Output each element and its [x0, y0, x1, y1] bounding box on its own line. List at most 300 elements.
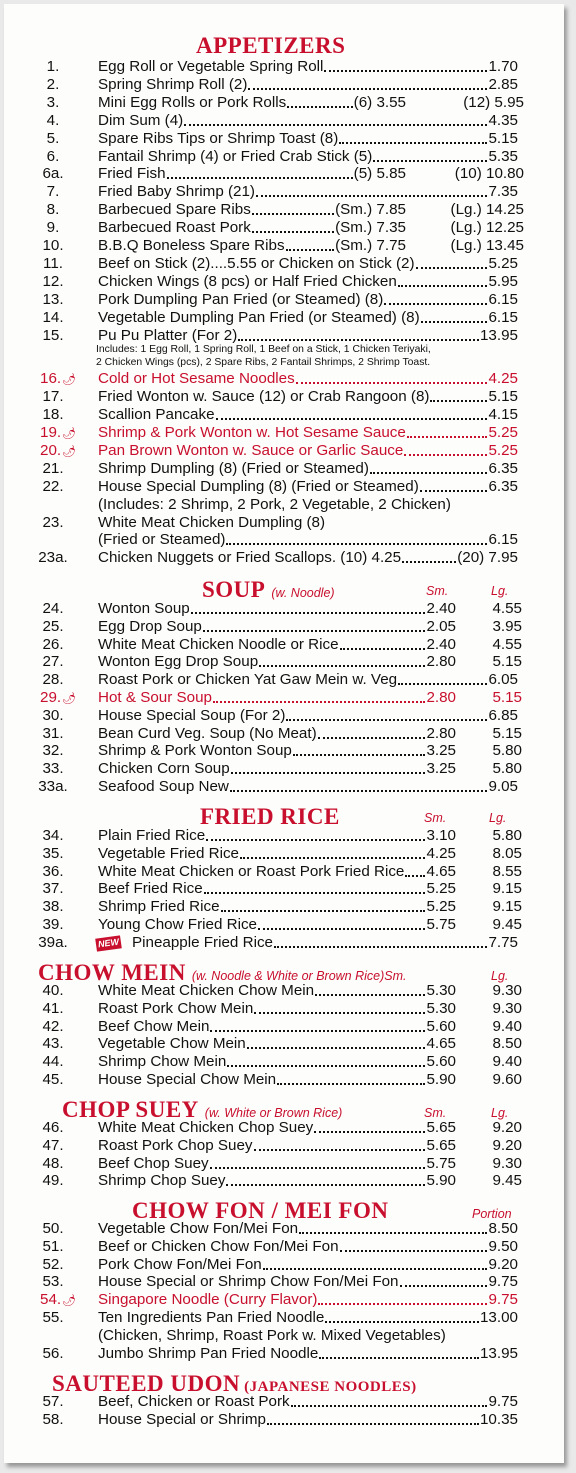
dot-leader — [398, 683, 487, 685]
item-name: Spring Shrimp Roll (2) — [98, 76, 248, 93]
price-small: 5.30 — [426, 1000, 456, 1017]
price-large: 5.15 — [492, 689, 522, 706]
price-large: 9.20 — [492, 1119, 522, 1136]
item-name: Shrimp Fried Rice — [98, 898, 220, 915]
menu-item-row — [4, 1119, 564, 1137]
dot-leader — [318, 737, 426, 739]
item-price-large: (Lg.) 12.25 — [450, 219, 524, 236]
dot-leader — [339, 142, 487, 144]
item-name: Pork Dumpling Pan Fried (or Steamed) (8) — [98, 291, 384, 308]
item-price: (Sm.) 7.85 — [335, 201, 406, 218]
item-number: 18. — [42, 406, 64, 423]
item-name: Chicken Nuggets or Fried Scallops. (10) 4.25 — [98, 549, 402, 566]
item-name: Cold or Hot Sesame Noodles — [98, 370, 295, 387]
item-name: House Special or Shrimp — [98, 1411, 266, 1428]
item-name: Fantail Shrimp (4) or Fried Crab Stick (5) — [98, 148, 373, 165]
item-name: House Special Dumpling (8) (Fried or Steamed) — [98, 478, 419, 495]
item-name: Singapore Noodle (Curry Flavor) — [98, 1291, 318, 1308]
dot-leader — [299, 1232, 487, 1234]
item-line — [98, 406, 518, 424]
dot-leader — [373, 160, 487, 162]
col-header-large: Lg. — [491, 969, 509, 983]
item-price: 4.15 — [488, 406, 518, 423]
item-name: Egg Drop Soup — [98, 618, 202, 635]
item-name: (Chicken, Shrimp, Roast Pork w. Mixed Vegetables) — [98, 1327, 446, 1344]
item-line — [98, 496, 451, 514]
item-number: 39. — [42, 916, 64, 933]
item-number: 45. — [42, 1071, 64, 1088]
item-name: Barbecued Spare Ribs — [98, 201, 251, 218]
item-name: Jumbo Shrimp Pan Fried Noodle — [98, 1345, 319, 1362]
item-name: Vegetable Chow Fon/Mei Fon — [98, 1220, 299, 1237]
item-name: Fried Fish — [98, 165, 166, 182]
item-line — [98, 255, 518, 273]
dot-leader — [400, 1285, 488, 1287]
dot-leader — [206, 839, 425, 841]
item-number: 49. — [42, 1172, 64, 1189]
item-name: Plain Fried Rice — [98, 827, 206, 844]
dot-leader — [405, 875, 425, 877]
item-line — [98, 1035, 456, 1053]
price-small: 4.65 — [426, 863, 456, 880]
item-price: 1.70 — [488, 58, 518, 75]
item-number: 48. — [42, 1155, 64, 1172]
item-line — [98, 219, 406, 237]
item-price: 9.75 — [488, 1393, 518, 1410]
item-line — [98, 514, 325, 532]
dot-leader — [259, 665, 425, 667]
dot-leader — [191, 612, 426, 614]
col-header-large: Lg. — [491, 1106, 509, 1120]
item-number: 42. — [42, 1018, 64, 1035]
col-header-large: Lg. — [491, 584, 509, 598]
item-line — [98, 671, 518, 689]
price-large: 4.55 — [492, 636, 522, 653]
item-price: 10.35 — [479, 1411, 518, 1428]
menu-item-row — [4, 237, 564, 255]
item-price: 6.15 — [488, 309, 518, 326]
item-price: (6) 3.55 — [353, 94, 406, 111]
item-number: 58. — [42, 1411, 64, 1428]
item-price: 9.75 — [488, 1273, 518, 1290]
menu-item-row — [4, 514, 564, 532]
price-large: 5.80 — [492, 760, 522, 777]
price-large: 5.15 — [492, 653, 522, 670]
item-number: 19.🌶 — [40, 424, 77, 441]
dot-leader — [227, 1065, 425, 1067]
dot-leader — [398, 285, 488, 287]
item-number: 17. — [42, 388, 64, 405]
dot-leader — [230, 790, 488, 792]
menu-item-row — [4, 94, 564, 112]
menu-item-row — [4, 982, 564, 1000]
item-number: 41. — [42, 1000, 64, 1017]
menu-item-row — [4, 1345, 564, 1363]
item-name: Shrimp & Pork Wonton w. Hot Sesame Sauce — [98, 424, 406, 441]
item-line — [98, 1119, 456, 1137]
new-badge: NEW — [95, 935, 122, 951]
dot-leader — [287, 106, 352, 108]
item-number: 40. — [42, 982, 64, 999]
price-large: 9.60 — [492, 1071, 522, 1088]
item-line — [98, 742, 456, 760]
item-price-large: (12) 5.95 — [463, 94, 524, 111]
item-line — [98, 1071, 456, 1089]
menu-item-row — [4, 618, 564, 636]
price-small: 5.60 — [426, 1053, 456, 1070]
item-line — [98, 424, 518, 442]
menu-item-row — [4, 725, 564, 743]
price-small: 3.25 — [426, 742, 456, 759]
price-large: 8.05 — [492, 845, 522, 862]
dot-leader — [252, 213, 334, 215]
price-small: 5.75 — [426, 916, 456, 933]
price-small: 4.25 — [426, 845, 456, 862]
item-name: Chicken Wings (8 pcs) or Half Fried Chicken — [98, 273, 397, 290]
dot-leader — [277, 1083, 425, 1085]
price-small: 3.25 — [426, 760, 456, 777]
item-number: 3. — [46, 94, 60, 111]
item-price: 9.20 — [488, 1256, 518, 1273]
item-line — [98, 388, 518, 406]
col-header-small: Sm. — [426, 584, 449, 598]
dot-leader — [216, 418, 488, 420]
menu-item-row — [4, 845, 564, 863]
section-title-chow-mein: CHOW MEIN (w. Noodle & White or Brown Rice)Sm. — [38, 960, 407, 985]
price-small: 5.75 — [426, 1155, 456, 1172]
item-price: 5.95 — [488, 273, 518, 290]
price-large: 9.40 — [492, 1018, 522, 1035]
menu-item-row — [4, 778, 564, 796]
item-name: Fried Wonton w. Sauce (12) or Crab Rangoon (8) — [98, 388, 430, 405]
menu-item-row — [4, 549, 564, 567]
item-price: (Sm.) 7.75 — [335, 237, 406, 254]
item-number: 15. — [42, 327, 64, 344]
item-line — [98, 1137, 456, 1155]
section-title-appetizers: APPETIZERS — [196, 33, 346, 58]
item-line — [98, 778, 518, 796]
item-number: 27. — [42, 653, 64, 670]
item-price: 4.35 — [488, 112, 518, 129]
item-name: White Meat Chicken Noodle or Rice — [98, 636, 339, 653]
item-name: House Special or Shrimp Chow Fon/Mei Fon — [98, 1273, 399, 1290]
item-line — [98, 863, 456, 881]
menu-item-row — [4, 1309, 564, 1327]
item-line — [98, 1053, 456, 1071]
item-number: 56. — [42, 1345, 64, 1362]
col-header-small: Sm. — [424, 1106, 447, 1120]
menu-item-row — [4, 460, 564, 478]
dot-leader — [226, 543, 487, 545]
menu-item-row — [4, 1155, 564, 1173]
item-name: Beef on Stick (2)....5.55 or Chicken on Stick (2) — [98, 255, 415, 272]
pu-pu-includes-line-2: 2 Chicken Wings (pcs), 2 Spare Ribs, 2 Fantail Shrimps, 2 Shrimp Toast. — [96, 357, 431, 368]
price-small: 2.05 — [426, 618, 456, 635]
item-line — [98, 273, 518, 291]
item-name: B.B.Q Boneless Spare Ribs — [98, 237, 285, 254]
item-number: 37. — [42, 880, 64, 897]
menu-item-row — [4, 165, 564, 183]
price-large: 4.55 — [492, 600, 522, 617]
item-line — [98, 1155, 456, 1173]
dot-leader — [402, 561, 456, 563]
item-line — [98, 76, 518, 94]
menu-item-row — [4, 291, 564, 309]
item-number: 22. — [42, 478, 64, 495]
item-name: Pineapple Fried Rice — [132, 934, 273, 951]
item-number: 35. — [42, 845, 64, 862]
dot-leader — [296, 382, 488, 384]
section-title-chop-suey: CHOP SUEY (w. White or Brown Rice) — [62, 1097, 343, 1122]
menu-item-row — [4, 1000, 564, 1018]
item-name: Barbecued Roast Pork — [98, 219, 251, 236]
price-small: 5.90 — [426, 1172, 456, 1189]
dot-leader — [263, 1268, 488, 1270]
item-price: 5.25 — [488, 442, 518, 459]
menu-item-row — [4, 219, 564, 237]
section-title-soup: SOUP (w. Noodle) — [202, 577, 335, 602]
item-number: 16.🌶 — [40, 370, 77, 387]
item-number: 6a. — [42, 165, 64, 182]
item-line — [98, 689, 456, 707]
price-small: 5.60 — [426, 1018, 456, 1035]
price-large: 7.75 — [488, 934, 518, 951]
item-line — [98, 531, 518, 549]
item-line — [98, 982, 456, 1000]
menu-item-row — [4, 531, 564, 549]
dot-leader — [384, 303, 487, 305]
menu-item-row — [4, 370, 564, 388]
item-line — [98, 845, 456, 863]
menu-item-row — [4, 148, 564, 166]
dot-leader — [247, 1047, 426, 1049]
menu-item-row — [4, 653, 564, 671]
item-number: 44. — [42, 1053, 64, 1070]
price-large: 6.05 — [488, 671, 518, 688]
item-number: 50. — [42, 1220, 64, 1237]
item-line — [98, 898, 456, 916]
item-number: 43. — [42, 1035, 64, 1052]
dot-leader — [286, 719, 487, 721]
item-price: 6.35 — [488, 460, 518, 477]
menu-item-row — [4, 273, 564, 291]
item-price: (Sm.) 7.35 — [335, 219, 406, 236]
dot-leader — [258, 928, 425, 930]
dot-leader — [213, 701, 425, 703]
item-number: 52. — [42, 1256, 64, 1273]
item-number: 4. — [46, 112, 60, 129]
item-name: Shrimp Chow Mein — [98, 1053, 227, 1070]
menu-item-row — [4, 742, 564, 760]
price-large: 5.15 — [492, 725, 522, 742]
item-name: Hot & Sour Soup — [98, 689, 212, 706]
item-number: 34. — [42, 827, 64, 844]
item-name: White Meat Chicken or Roast Pork Fried Rice — [98, 863, 405, 880]
item-line — [98, 183, 518, 201]
item-number: 57. — [42, 1393, 64, 1410]
item-line — [98, 237, 406, 255]
item-number: 2. — [46, 76, 60, 93]
dot-leader — [238, 339, 479, 341]
price-small: 2.40 — [426, 600, 456, 617]
item-number: 55. — [42, 1309, 64, 1326]
item-number: 38. — [42, 898, 64, 915]
item-name: Vegetable Fried Rice — [98, 845, 239, 862]
item-number: 32. — [42, 742, 64, 759]
dot-leader — [324, 70, 487, 72]
pepper-icon: 🌶 — [62, 374, 77, 386]
menu-item-row — [4, 58, 564, 76]
item-line — [98, 1273, 518, 1291]
menu-item-row — [4, 496, 564, 514]
item-line — [98, 370, 518, 388]
item-price: 5.25 — [488, 424, 518, 441]
price-large: 5.80 — [492, 827, 522, 844]
price-small: 5.30 — [426, 982, 456, 999]
item-number: 51. — [42, 1238, 64, 1255]
item-line — [98, 442, 518, 460]
item-number: 11. — [43, 255, 63, 272]
dot-leader — [286, 249, 335, 251]
price-large: 9.20 — [492, 1137, 522, 1154]
dot-leader — [314, 1131, 425, 1133]
item-line — [98, 1256, 518, 1274]
item-name: Beef Chop Suey — [98, 1155, 209, 1172]
menu-item-row — [4, 1291, 564, 1309]
item-line — [98, 112, 518, 130]
item-price: 8.50 — [488, 1220, 518, 1237]
item-name: Bean Curd Veg. Soup (No Meat) — [98, 725, 317, 742]
item-name: Scallion Pancake — [98, 406, 215, 423]
item-line — [98, 291, 518, 309]
dot-leader — [254, 1012, 425, 1014]
price-large: 5.80 — [492, 742, 522, 759]
dot-leader — [252, 231, 334, 233]
item-name: Roast Pork Chop Suey — [98, 1137, 253, 1154]
pepper-icon: 🌶 — [62, 428, 77, 440]
menu-item-row — [4, 863, 564, 881]
item-name: Fried Baby Shrimp (21) — [98, 183, 255, 200]
item-name: Pork Chow Fon/Mei Fon — [98, 1256, 262, 1273]
item-number: 47. — [42, 1137, 64, 1154]
price-large: 9.30 — [492, 1155, 522, 1172]
item-number: 9. — [46, 219, 60, 236]
menu-item-row — [4, 689, 564, 707]
item-line — [98, 130, 518, 148]
item-line — [98, 1327, 446, 1345]
item-line — [98, 148, 518, 166]
item-name: (Includes: 2 Shrimp, 2 Pork, 2 Vegetable, 2 Chicken) — [98, 496, 451, 513]
dot-leader — [226, 1184, 425, 1186]
item-number: 28. — [42, 671, 64, 688]
dot-leader — [254, 1149, 426, 1151]
item-name: Shrimp Dumpling (8) (Fried or Steamed) — [98, 460, 369, 477]
item-number: 24. — [42, 600, 64, 617]
item-line — [98, 916, 456, 934]
dot-leader — [210, 1167, 426, 1169]
dot-leader — [420, 490, 488, 492]
item-name: Dim Sum (4) — [98, 112, 184, 129]
col-header-small: Sm. — [424, 811, 447, 825]
item-line — [98, 636, 456, 654]
price-small: 5.65 — [426, 1137, 456, 1154]
item-line — [98, 707, 518, 725]
item-number: 36. — [42, 863, 64, 880]
menu-item-row — [4, 183, 564, 201]
item-price-large: (10) 10.80 — [454, 165, 524, 182]
price-large: 9.30 — [492, 1000, 522, 1017]
item-line — [98, 1172, 456, 1190]
item-number: 5. — [46, 130, 60, 147]
item-line — [98, 201, 406, 219]
price-large: 9.30 — [492, 982, 522, 999]
price-large: 8.55 — [492, 863, 522, 880]
dot-leader — [256, 195, 487, 197]
item-line — [98, 478, 518, 496]
dot-leader — [325, 1321, 479, 1323]
item-name: House Special Soup (For 2) — [98, 707, 286, 724]
menu-item-row — [4, 255, 564, 273]
item-line — [98, 460, 518, 478]
item-name: Beef Fried Rice — [98, 880, 203, 897]
item-line — [98, 880, 456, 898]
item-line — [98, 1291, 518, 1309]
item-name: Pan Brown Wonton w. Sauce or Garlic Sauce — [98, 442, 404, 459]
item-price: 13.95 — [479, 327, 518, 344]
menu-item-row — [4, 898, 564, 916]
dot-leader — [231, 772, 426, 774]
item-name: Chicken Corn Soup — [98, 760, 230, 777]
item-number: 21. — [42, 460, 64, 477]
menu-item-row — [4, 388, 564, 406]
menu-page — [4, 4, 564, 1463]
item-name: House Special Chow Mein — [98, 1071, 277, 1088]
price-small: 2.80 — [426, 689, 456, 706]
dot-leader — [248, 88, 487, 90]
menu-item-row — [4, 1327, 564, 1345]
dot-leader — [184, 124, 487, 126]
dot-leader — [291, 1405, 488, 1407]
item-number: 8. — [46, 201, 60, 218]
price-large: 9.45 — [492, 916, 522, 933]
item-price-large: (20) 7.95 — [457, 549, 518, 566]
item-price: 7.35 — [488, 183, 518, 200]
item-name: Wonton Egg Drop Soup — [98, 653, 259, 670]
dot-leader — [267, 1423, 479, 1425]
item-price: 4.25 — [488, 370, 518, 387]
menu-item-row — [4, 1053, 564, 1071]
dot-leader — [340, 1250, 488, 1252]
item-number: 13. — [42, 291, 64, 308]
menu-item-row — [4, 827, 564, 845]
item-name: Mini Egg Rolls or Pork Rolls — [98, 94, 287, 111]
item-name: Pu Pu Platter (For 2) — [98, 327, 238, 344]
dot-leader — [430, 400, 487, 402]
dot-leader — [293, 754, 426, 756]
item-price: 5.15 — [488, 130, 518, 147]
item-name: Vegetable Chow Mein — [98, 1035, 246, 1052]
menu-item-row — [4, 112, 564, 130]
item-name: Roast Pork or Chicken Yat Gaw Mein w. Veg — [98, 671, 398, 688]
dot-leader — [407, 436, 488, 438]
price-large: 6.85 — [488, 707, 518, 724]
price-large: 9.45 — [492, 1172, 522, 1189]
dot-leader — [340, 648, 426, 650]
dot-leader — [421, 321, 488, 323]
menu-item-row — [4, 478, 564, 496]
item-price-large: (Lg.) 13.45 — [450, 237, 524, 254]
dot-leader — [319, 1357, 479, 1359]
